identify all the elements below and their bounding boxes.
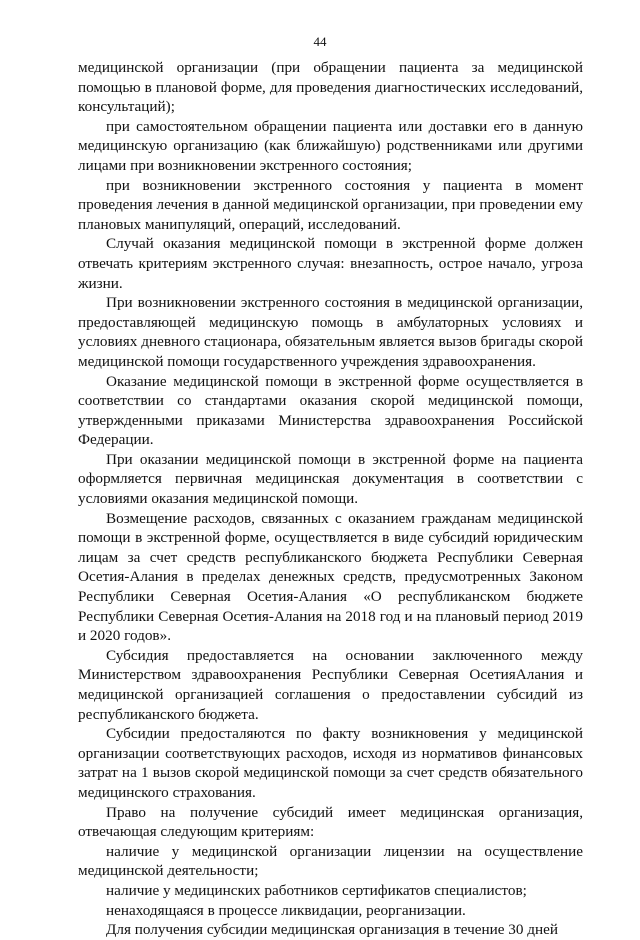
paragraph: При оказании медицинской помощи в экстренной форме на пациента оформляется первичная медицинская документация в соответствии с условиями оказания медицинской помощи. xyxy=(78,450,583,508)
paragraph: Случай оказания медицинской помощи в экстренной форме должен отвечать критериям экстренного случая: внезапность, острое начало, угроза жизни. xyxy=(78,235,583,292)
paragraph: Субсидии предосталяются по факту возникновения у медицинской организации соответствующих расходов, исходя из нормативов финансовых затрат на 1 вызов скорой медицинской помощи за счет средств обязательного медицинского страхования. xyxy=(78,725,583,801)
paragraph: наличие у медицинских работников сертификатов специалистов; xyxy=(106,881,527,899)
paragraph: ненаходящаяся в процессе ликвидации, реорганизации. xyxy=(106,901,466,919)
paragraph: Оказание медицинской помощи в экстренной форме осуществляется в соответствии со стандартами оказания скорой медицинской помощи, утвержденными приказами Министерства здравоохранения Российской Федерации. xyxy=(78,372,583,449)
paragraph: Для получения субсидии медицинская организация в течение 30 дней xyxy=(106,921,558,939)
paragraph: наличие у медицинской организации лицензии на осуществление медицинской деятельности; xyxy=(78,842,583,880)
paragraph: медицинской организации (при обращении пациента за медицинской помощью в плановой форме, для проведения диагностических исследований, консультаций); xyxy=(78,59,583,116)
paragraph: при самостоятельном обращении пациента или доставки его в данную медицинскую организацию (как ближайшую) родственниками или другими лицами при возникновении экстренного состояния; xyxy=(78,117,583,174)
paragraph: При возникновении экстренного состояния в медицинской организации, предоставляющей медицинскую помощь в амбулаторных условиях и условиях дневного стационара, обязательным является вызов бригады скорой медицинской помощи государственного учреждения здравоохранения. xyxy=(78,294,583,370)
paragraph: Право на получение субсидий имеет медицинская организация, отвечающая следующим критериям: xyxy=(78,803,583,841)
paragraph: Возмещение расходов, связанных с оказанием гражданам медицинской помощи в экстренной форме, осуществляется в виде субсидий юридическим лицам за счет средств республиканского бюджета Республики Северная Осетия-Алания в пределах денежных средств, предусмотренных Законом Республики Северная Осетия-Алания «О республиканском бюджете Республики Северная Осетия-Алания на 2018 год и на плановый период 2019 и 2020 годов». xyxy=(78,509,583,645)
page-number: 44 xyxy=(313,34,327,49)
paragraph: Субсидия предоставляется на основании заключенного между Министерством здравоохранения Республики Северная ОсетияАлания и медицинской организацией соглашения о предоставлении субсидий из республиканского бюджета. xyxy=(78,646,583,723)
document-body xyxy=(78,58,583,940)
paragraph: при возникновении экстренного состояния у пациента в момент проведения лечения в данной медицинской организации, при проведении ему плановых манипуляций, операций, исследований. xyxy=(78,176,583,233)
